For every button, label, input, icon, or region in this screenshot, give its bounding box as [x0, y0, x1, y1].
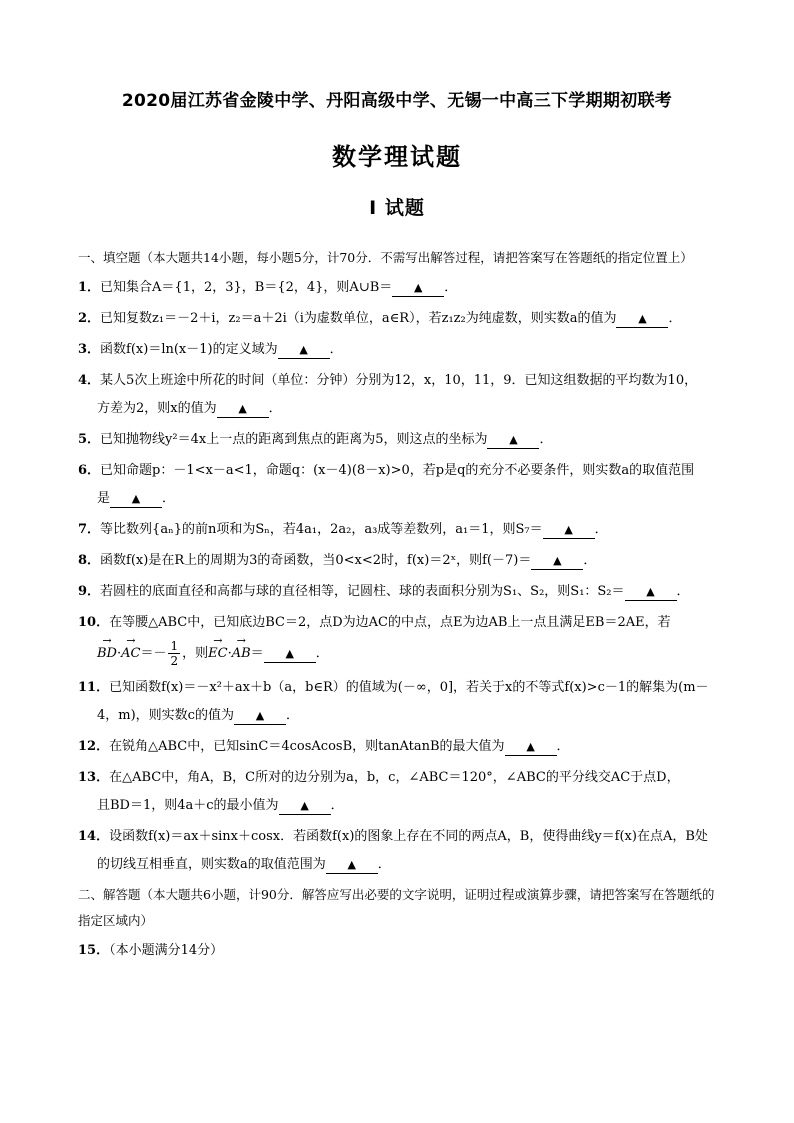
question-continuation [78, 792, 726, 820]
question-item [78, 426, 726, 454]
answer-blank[interactable]: ▲ [505, 739, 557, 756]
exam-subtitle: 数学理试题 [332, 143, 462, 171]
question-item [78, 336, 726, 364]
question-text: 已知复数z₁＝－2＋i，z₂＝a＋2i（i为虚数单位，a∈R），若z₁z₂为纯虚数，则实数a的值为 [100, 311, 617, 326]
answer-blank[interactable]: ▲ [279, 798, 331, 815]
question-item [78, 516, 726, 544]
dot-operator: · [227, 646, 232, 661]
question-continuation [78, 485, 726, 513]
answer-blank[interactable]: ▲ [278, 342, 330, 359]
question-end: ． [676, 584, 690, 599]
answer-blank[interactable]: ▲ [487, 432, 539, 449]
question-number: 9． [78, 584, 101, 599]
question-text-continued: 的切线互相垂直，则实数a的取值范围为 [97, 857, 326, 872]
question-continuation [78, 851, 726, 879]
answer-blank[interactable]: ▲ [264, 646, 316, 663]
vector-ec: → EC [208, 637, 227, 671]
answer-blank[interactable]: ▲ [217, 401, 269, 418]
question-end: ． [594, 522, 608, 537]
question-item [78, 733, 726, 761]
question-text: 已知函数f(x)＝－x²＋ax＋b（a，b∈R）的值域为(－∞，0]，若关于x的不等式f(x)>c－1的解集为(m－ [109, 680, 709, 695]
exam-body [78, 245, 726, 965]
question-end: ． [583, 553, 597, 568]
question-text: 设函数f(x)＝ax＋sinx＋cosx．若函数f(x)的图象上存在不同的两点A，B，使得曲线y＝f(x)在点A，B处 [109, 829, 708, 844]
question-number: 7． [78, 522, 101, 537]
question-end: ． [377, 857, 391, 872]
equals-minus: ＝－ [140, 646, 167, 661]
answer-blank[interactable]: ▲ [110, 491, 162, 508]
answer-blank[interactable]: ▲ [616, 311, 668, 328]
question-item [78, 457, 726, 513]
question-item [78, 367, 726, 423]
question-end: ． [330, 798, 344, 813]
question-continuation [78, 702, 726, 730]
section-fill-in-heading: 一、填空题（本大题共14小题，每小题5分，计70分．不需写出解答过程，请把答案写在答题纸的指定位置上） [78, 250, 693, 265]
question-text: 在△ABC中，角A，B，C所对的边分别为a，b，c，∠ABC＝120°，∠ABC的平分线交AC于点D， [109, 770, 680, 785]
question-text: 在锐角△ABC中，已知sinC＝4cosAcosB，则tanAtanB的最大值为 [109, 739, 505, 754]
question-number: 14． [78, 829, 110, 844]
question-text: 若圆柱的底面直径和高都与球的直径相等，记圆柱、球的表面积分别为S₁、S₂，则S₁：S₂＝ [100, 584, 625, 599]
question-number: 15． [78, 943, 110, 958]
section-answer-heading: 二、解答题（本大题共6小题，计90分．解答应写出必要的文字说明，证明过程或演算步骤，请把答案写在答题纸的指定区域内） [78, 887, 715, 928]
question-15 [78, 937, 726, 965]
question-number: 2． [78, 311, 101, 326]
fraction [168, 639, 180, 668]
question-10 [78, 609, 726, 671]
question-list-1 [78, 274, 726, 606]
question-text: 某人5次上班途中所花的时间（单位：分钟）分别为12，x，10，11，9．已知这组数据的平均数为10， [100, 373, 698, 388]
question-number: 8． [78, 553, 101, 568]
fraction-numerator: 1 [170, 639, 179, 653]
question-number: 1． [78, 280, 101, 295]
question-number: 12． [78, 739, 110, 754]
question-text: （本小题满分14分） [109, 943, 224, 958]
question-text-continued: 4，m)，则实数c的值为 [97, 708, 234, 723]
dot-operator: · [116, 646, 122, 661]
question-end: ． [556, 739, 570, 754]
question-number: 10． [78, 615, 110, 630]
answer-blank[interactable]: ▲ [625, 584, 677, 601]
question-item [78, 764, 726, 820]
vector-bd: → BD [97, 637, 117, 671]
question-number: 11． [78, 680, 110, 695]
question-text-continued: 且BD＝1，则4a＋c的最小值为 [97, 798, 279, 813]
question-item [78, 305, 726, 333]
answer-blank[interactable]: ▲ [531, 553, 583, 570]
question-item [78, 823, 726, 879]
question-number: 13． [78, 770, 110, 785]
vector-ac: → AC [121, 637, 140, 671]
question-continuation [78, 395, 726, 423]
question-number: 6． [78, 463, 101, 478]
question-number: 4． [78, 373, 101, 388]
question-text: 已知命题p：－1<x－a<1，命题q：(x－4)(8－x)>0，若p是q的充分不必要条件，则实数a的取值范围 [100, 463, 695, 478]
exam-part: Ⅰ 试题 [369, 197, 425, 219]
question-text-continued: 是 [97, 491, 111, 506]
answer-blank[interactable]: ▲ [234, 708, 286, 725]
question-end: ． [315, 646, 329, 661]
question-item [78, 578, 726, 606]
question-text: 在等腰△ABC中，已知底边BC＝2，点D为边AC的中点，点E为边AB上一点且满足EB＝2AE，若 [109, 615, 671, 630]
equals-sign: ＝ [250, 646, 264, 661]
question-item [78, 274, 726, 302]
vector-ab: → AB [232, 637, 251, 671]
answer-blank[interactable]: ▲ [392, 280, 444, 297]
question-item [78, 674, 726, 730]
question-text: 函数f(x)是在R上的周期为3的奇函数，当0<x<2时，f(x)＝2ˣ，则f(－7)＝ [100, 553, 532, 568]
question-end: ． [329, 342, 343, 357]
question-text-continued: 方差为2，则x的值为 [97, 401, 217, 416]
question-text: 已知集合A＝{1，2，3}，B＝{2，4}，则A∪B＝ [100, 280, 393, 295]
question-end: ． [444, 280, 458, 295]
question-end: ． [285, 708, 299, 723]
question-end: ． [539, 432, 553, 447]
then-text: ，则 [182, 646, 209, 661]
question-end: ． [268, 401, 282, 416]
exam-title: 2020届江苏省金陵中学、丹阳高级中学、无锡一中高三下学期期初联考 [121, 91, 673, 111]
question-text: 等比数列{aₙ}的前n项和为Sₙ，若4a₁，2a₂，a₃成等差数列，a₁＝1，则S₇＝ [100, 522, 543, 537]
question-end: ． [668, 311, 682, 326]
question-item [78, 547, 726, 575]
question-text: 函数f(x)＝ln(x－1)的定义域为 [100, 342, 278, 357]
question-continuation [78, 637, 726, 671]
question-text: 已知抛物线y²＝4x上一点的距离到焦点的距离为5，则这点的坐标为 [100, 432, 488, 447]
question-number: 5． [78, 432, 101, 447]
question-end: ． [162, 491, 176, 506]
answer-blank[interactable]: ▲ [543, 522, 595, 539]
question-list-2 [78, 674, 726, 879]
fraction-denominator: 2 [170, 654, 179, 668]
answer-blank[interactable]: ▲ [326, 857, 378, 874]
question-number: 3． [78, 342, 101, 357]
